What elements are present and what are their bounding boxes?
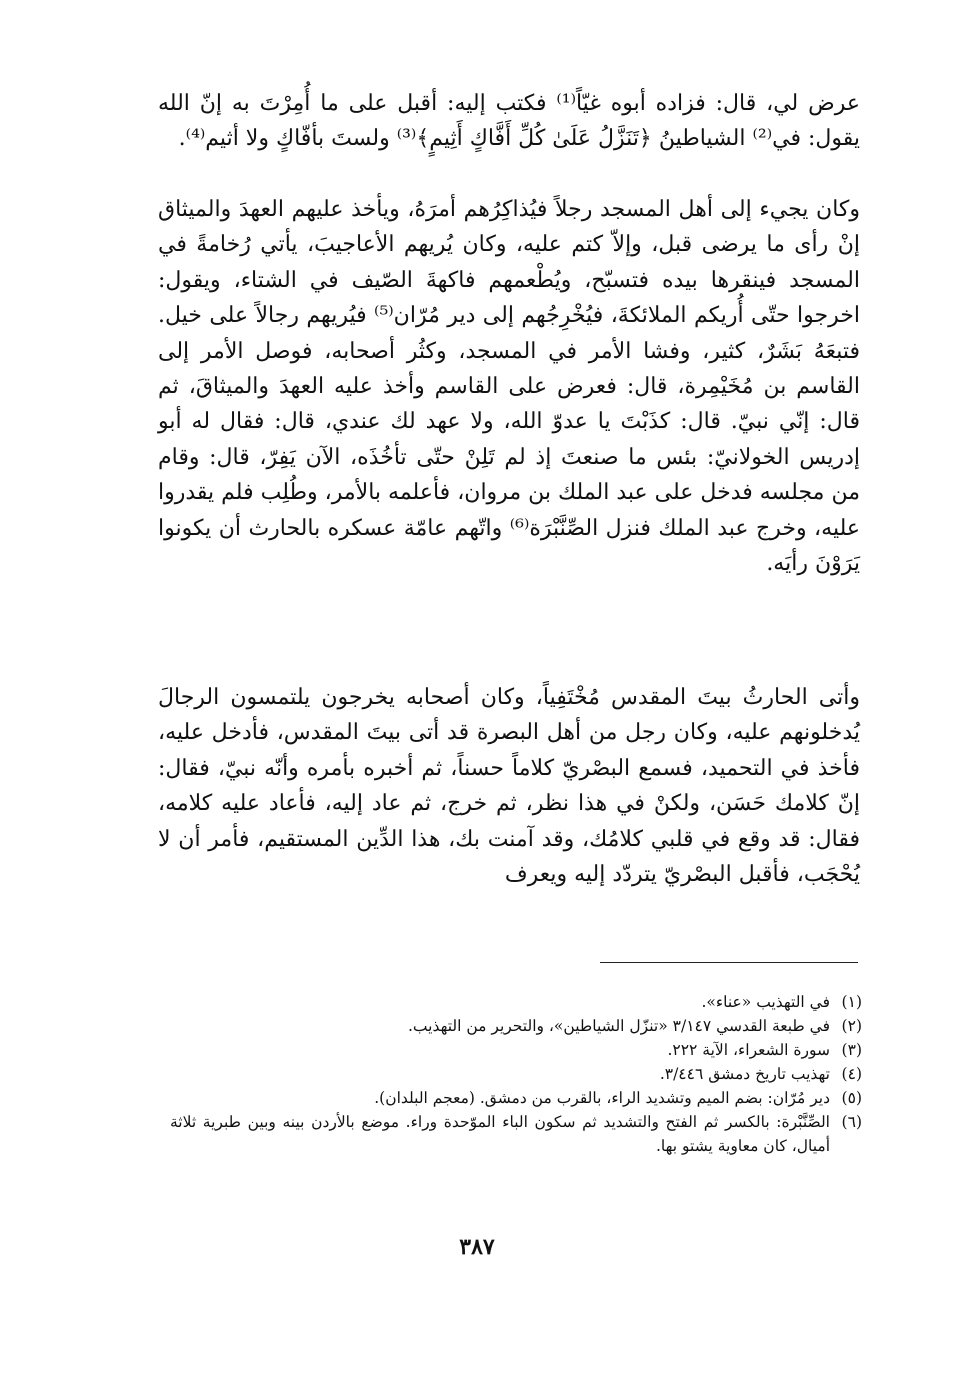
- footnote-item: [170, 1038, 862, 1062]
- footnote-number: (٣): [841, 1041, 862, 1059]
- footnote-item: [170, 1014, 862, 1038]
- footnote-item: [170, 1110, 862, 1158]
- body-paragraph-3: وأتى الحارثُ بيتَ المقدس مُخْتَفِياً، وكان أصحابه يخرجون يلتمسون الرجالَ يُدخلونهم عليه، وكان رجل من أهل البصرة قد أتى بيتَ المقدس، فأدخل عليه، فأخذ في التحميد، فسمع البصْريّ كلاماً حسناً، ثم أخبره بأمره وأنّه نبيّ، فقال: إنّ كلامك حَسَن، ولكنْ في هذا نظر، ثم خرج، ثم عاد إليه، فأعاد عليه كلامه، فقال: قد وقع في قلبي كلامُك، وقد آمنت بك، هذا الدِّين المستقيم، فأمر أن لا يُحْجَب، فأقبل البصْريّ يتردّد إليه ويعرف: [158, 685, 860, 888]
- body-paragraph-2: وكان يجيء إلى أهل المسجد رجلاً فيُذاكِرُهم أمرَهُ، ويأخذ عليهم العهدَ والميثاق إنْ رأى ما يرضى قبل، وإلاّ كتم عليه، وكان يُريهم الأعاجيبَ، يأتي رُخامةً في المسجد فينقرها بيده فتسبّح، ويُطْعمهم فاكهةَ الصّيف في الشتاء، ويقول: اخرجوا حتّى أُريكم الملائكةَ، فيُخْرِجُهم إلى دير مُرّان⁽⁵⁾ فيُريهم رجالاً على خيل. فتبعَهُ بَشَرٌ، كثير، وفشا الأمر في المسجد، وكثُر أصحابه، فوصل الأمر إلى القاسم بن مُخَيْمِرة، قال: فعرض على القاسم وأخذ عليه العهدَ والميثاقَ، ثم قال: إنّي نبيّ. قال: كذَبْتَ يا عدوّ الله، ولا عهد لك عندي، قال: فقال له أبو إدريس الخولانيّ: بئس ما صنعتَ إذ لم تَلِنْ حتّى تأخُذَه، الآن يَفِرّ، قال: وقام من مجلسه فدخل على عبد الملك بن مروان، فأعلمه بالأمر، وطُلِب فلم يقدروا عليه، وخرج عبد الملك فنزل الصِّنَّبْرَة⁽⁶⁾ واتّهم عامّة عسكره بالحارث أن يكونوا يَرَوْنَ رأيَه.: [158, 197, 860, 577]
- footnote-number: (٢): [841, 1017, 862, 1035]
- footnote-item: [170, 1086, 862, 1110]
- footnote-number: (٦): [841, 1113, 862, 1131]
- footnote-text: سورة الشعراء، الآية ٢٢٢.: [667, 1041, 830, 1059]
- page-number: ٣٨٧: [459, 1234, 495, 1260]
- footnote-text: في التهذيب «عناء».: [701, 993, 830, 1011]
- footnote-text: تهذيب تاريخ دمشق ٣/٤٤٦.: [659, 1065, 830, 1083]
- footnote-number: (٤): [841, 1065, 862, 1083]
- footnote-text: دير مُرّان: بضم الميم وتشديد الراء، بالقرب من دمشق. (معجم البلدان).: [374, 1089, 830, 1107]
- footnote-number: (٥): [841, 1089, 862, 1107]
- footnotes-list: [170, 990, 862, 1158]
- footnote-text: الصِّنَّبْرة: بالكسر ثم الفتح والتشديد ثم سكون الباء الموّحدة وراء. موضع بالأردن بينه وبين طبرية ثلاثة أميال، كان معاوية يشتو بها.: [170, 1113, 830, 1155]
- body-paragraph-1: عرض لي، قال: فزاده أبوه غيّاً⁽¹⁾ فكتب إليه: أقبل على ما أُمِرْتَ به إنّ الله يقول: في⁽²⁾ الشياطينُ ﴿تَنَزَّلُ عَلَىٰ كُلِّ أَفَّاكٍ أَثِيمٍ﴾⁽³⁾ ولستَ بأفّاكٍ ولا أثيم⁽⁴⁾.: [158, 91, 860, 152]
- footnote-text: في طبعة القدسي ٣/١٤٧ «تنزّل الشياطين»، والتحرير من التهذيب.: [407, 1017, 830, 1035]
- footnote-item: [170, 990, 862, 1014]
- footnote-item: [170, 1062, 862, 1086]
- footnote-number: (١): [841, 993, 862, 1011]
- footnote-separator: [600, 962, 858, 963]
